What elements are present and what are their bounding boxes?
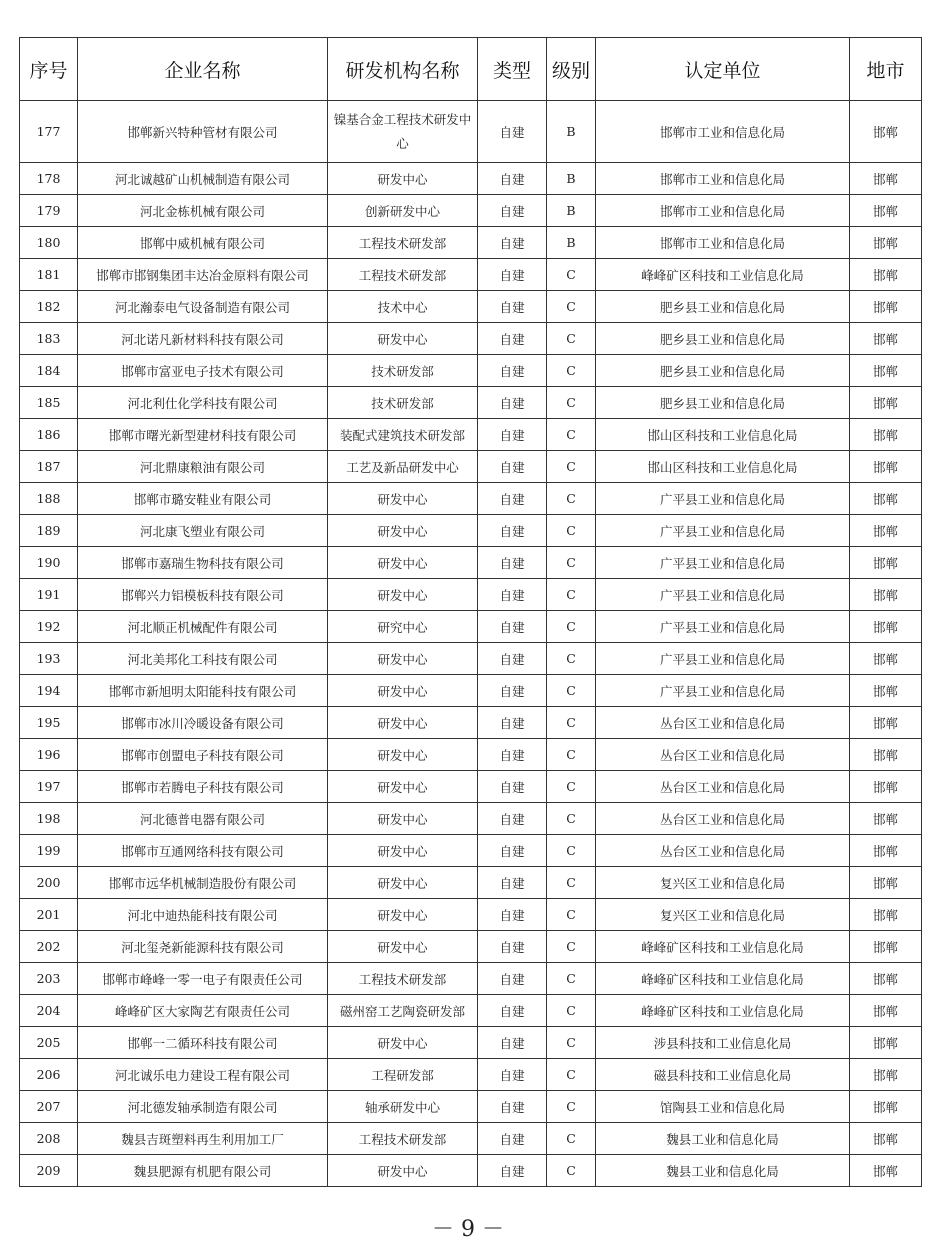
cell-level: C (547, 355, 596, 387)
cell-city: 邯郸 (850, 1059, 922, 1091)
cell-institution: 工程技术研发部 (328, 963, 478, 995)
table-row (20, 707, 922, 739)
cell-seq: 199 (20, 835, 78, 867)
cell-company: 河北德发轴承制造有限公司 (78, 1091, 328, 1123)
cell-level: C (547, 611, 596, 643)
table-row (20, 771, 922, 803)
table-row (20, 1059, 922, 1091)
table-row (20, 931, 922, 963)
cell-institution: 研发中心 (328, 579, 478, 611)
cell-level: B (547, 101, 596, 163)
table-row (20, 1155, 922, 1187)
table-row (20, 451, 922, 483)
cell-city: 邯郸 (850, 163, 922, 195)
table-row (20, 867, 922, 899)
cell-company: 邯郸市新旭明太阳能科技有限公司 (78, 675, 328, 707)
cell-authority: 广平县工业和信息化局 (596, 611, 850, 643)
cell-company: 河北诚越矿山机械制造有限公司 (78, 163, 328, 195)
cell-seq: 183 (20, 323, 78, 355)
table-row (20, 291, 922, 323)
cell-company: 邯郸市创盟电子科技有限公司 (78, 739, 328, 771)
cell-city: 邯郸 (850, 227, 922, 259)
cell-company: 邯郸市远华机械制造股份有限公司 (78, 867, 328, 899)
table-row (20, 515, 922, 547)
cell-institution: 研发中心 (328, 803, 478, 835)
cell-authority: 峰峰矿区科技和工业信息化局 (596, 259, 850, 291)
cell-institution: 研发中心 (328, 675, 478, 707)
cell-seq: 204 (20, 995, 78, 1027)
cell-city: 邯郸 (850, 707, 922, 739)
cell-institution: 研发中心 (328, 323, 478, 355)
cell-institution: 研发中心 (328, 483, 478, 515)
cell-seq: 190 (20, 547, 78, 579)
cell-city: 邯郸 (850, 547, 922, 579)
cell-authority: 广平县工业和信息化局 (596, 483, 850, 515)
cell-institution: 工艺及新品研发中心 (328, 451, 478, 483)
table-row (20, 899, 922, 931)
table-row (20, 547, 922, 579)
cell-seq: 208 (20, 1123, 78, 1155)
cell-type: 自建 (478, 1091, 547, 1123)
cell-seq: 209 (20, 1155, 78, 1187)
cell-type: 自建 (478, 643, 547, 675)
cell-authority: 广平县工业和信息化局 (596, 643, 850, 675)
table-row (20, 323, 922, 355)
cell-type: 自建 (478, 259, 547, 291)
cell-company: 魏县肥源有机肥有限公司 (78, 1155, 328, 1187)
cell-company: 峰峰矿区大家陶艺有限责任公司 (78, 995, 328, 1027)
cell-city: 邯郸 (850, 739, 922, 771)
cell-level: C (547, 867, 596, 899)
cell-city: 邯郸 (850, 1123, 922, 1155)
cell-authority: 邯郸市工业和信息化局 (596, 227, 850, 259)
header-institution: 研发机构名称 (328, 38, 478, 101)
cell-seq: 196 (20, 739, 78, 771)
cell-type: 自建 (478, 483, 547, 515)
cell-level: B (547, 227, 596, 259)
cell-authority: 峰峰矿区科技和工业信息化局 (596, 931, 850, 963)
cell-type: 自建 (478, 101, 547, 163)
cell-authority: 肥乡县工业和信息化局 (596, 291, 850, 323)
cell-institution: 研究中心 (328, 611, 478, 643)
cell-city: 邯郸 (850, 515, 922, 547)
cell-type: 自建 (478, 579, 547, 611)
cell-institution: 研发中心 (328, 867, 478, 899)
cell-level: C (547, 323, 596, 355)
cell-type: 自建 (478, 419, 547, 451)
cell-city: 邯郸 (850, 771, 922, 803)
cell-seq: 177 (20, 101, 78, 163)
cell-company: 河北中迪热能科技有限公司 (78, 899, 328, 931)
cell-seq: 193 (20, 643, 78, 675)
cell-company: 邯郸兴力铝模板科技有限公司 (78, 579, 328, 611)
cell-institution: 研发中心 (328, 1155, 478, 1187)
cell-company: 邯郸一二循环科技有限公司 (78, 1027, 328, 1059)
cell-company: 邯郸市冰川冷暖设备有限公司 (78, 707, 328, 739)
cell-company: 邯郸市互通网络科技有限公司 (78, 835, 328, 867)
table-header-row (20, 38, 922, 101)
cell-type: 自建 (478, 899, 547, 931)
table-row (20, 963, 922, 995)
cell-level: C (547, 1155, 596, 1187)
cell-institution: 研发中心 (328, 643, 478, 675)
cell-institution: 工程技术研发部 (328, 227, 478, 259)
cell-institution: 轴承研发中心 (328, 1091, 478, 1123)
cell-type: 自建 (478, 515, 547, 547)
cell-company: 河北鼎康粮油有限公司 (78, 451, 328, 483)
cell-institution: 研发中心 (328, 739, 478, 771)
cell-company: 河北金栋机械有限公司 (78, 195, 328, 227)
cell-authority: 磁县科技和工业信息化局 (596, 1059, 850, 1091)
cell-institution: 磁州窑工艺陶瓷研发部 (328, 995, 478, 1027)
table-row (20, 387, 922, 419)
cell-company: 邯郸新兴特种管材有限公司 (78, 101, 328, 163)
cell-seq: 187 (20, 451, 78, 483)
cell-company: 河北诚乐电力建设工程有限公司 (78, 1059, 328, 1091)
cell-authority: 肥乡县工业和信息化局 (596, 355, 850, 387)
cell-level: C (547, 291, 596, 323)
cell-city: 邯郸 (850, 101, 922, 163)
cell-seq: 189 (20, 515, 78, 547)
cell-seq: 178 (20, 163, 78, 195)
cell-level: C (547, 515, 596, 547)
cell-type: 自建 (478, 227, 547, 259)
table-row (20, 835, 922, 867)
table-row (20, 579, 922, 611)
cell-institution: 技术研发部 (328, 355, 478, 387)
cell-type: 自建 (478, 963, 547, 995)
cell-type: 自建 (478, 355, 547, 387)
cell-company: 河北利仕化学科技有限公司 (78, 387, 328, 419)
cell-level: C (547, 707, 596, 739)
cell-type: 自建 (478, 1059, 547, 1091)
cell-seq: 203 (20, 963, 78, 995)
cell-city: 邯郸 (850, 259, 922, 291)
cell-city: 邯郸 (850, 483, 922, 515)
cell-level: C (547, 803, 596, 835)
cell-city: 邯郸 (850, 963, 922, 995)
table-row (20, 163, 922, 195)
cell-company: 邯郸市富亚电子技术有限公司 (78, 355, 328, 387)
cell-institution: 创新研发中心 (328, 195, 478, 227)
cell-type: 自建 (478, 1155, 547, 1187)
cell-level: C (547, 995, 596, 1027)
cell-level: C (547, 547, 596, 579)
cell-city: 邯郸 (850, 1155, 922, 1187)
cell-institution: 研发中心 (328, 771, 478, 803)
cell-city: 邯郸 (850, 323, 922, 355)
cell-level: C (547, 1123, 596, 1155)
cell-seq: 179 (20, 195, 78, 227)
cell-authority: 邯山区科技和工业信息化局 (596, 419, 850, 451)
cell-company: 邯郸中威机械有限公司 (78, 227, 328, 259)
cell-level: C (547, 387, 596, 419)
cell-seq: 198 (20, 803, 78, 835)
cell-authority: 广平县工业和信息化局 (596, 515, 850, 547)
cell-type: 自建 (478, 707, 547, 739)
cell-authority: 复兴区工业和信息化局 (596, 899, 850, 931)
cell-type: 自建 (478, 387, 547, 419)
cell-institution: 工程技术研发部 (328, 1123, 478, 1155)
cell-city: 邯郸 (850, 867, 922, 899)
cell-seq: 197 (20, 771, 78, 803)
cell-authority: 广平县工业和信息化局 (596, 547, 850, 579)
cell-company: 河北顺正机械配件有限公司 (78, 611, 328, 643)
cell-company: 河北瀚泰电气设备制造有限公司 (78, 291, 328, 323)
cell-company: 河北德普电器有限公司 (78, 803, 328, 835)
cell-authority: 肥乡县工业和信息化局 (596, 387, 850, 419)
cell-level: C (547, 419, 596, 451)
cell-seq: 207 (20, 1091, 78, 1123)
table-row (20, 675, 922, 707)
cell-level: C (547, 675, 596, 707)
table-row (20, 739, 922, 771)
cell-authority: 邯郸市工业和信息化局 (596, 101, 850, 163)
cell-company: 魏县吉斑塑料再生利用加工厂 (78, 1123, 328, 1155)
cell-city: 邯郸 (850, 835, 922, 867)
table-row (20, 995, 922, 1027)
cell-type: 自建 (478, 867, 547, 899)
cell-institution: 工程研发部 (328, 1059, 478, 1091)
cell-institution: 研发中心 (328, 515, 478, 547)
cell-type: 自建 (478, 931, 547, 963)
table-row (20, 1091, 922, 1123)
cell-seq: 180 (20, 227, 78, 259)
cell-city: 邯郸 (850, 195, 922, 227)
cell-institution: 技术研发部 (328, 387, 478, 419)
cell-level: C (547, 483, 596, 515)
cell-authority: 丛台区工业和信息化局 (596, 803, 850, 835)
cell-type: 自建 (478, 739, 547, 771)
cell-type: 自建 (478, 771, 547, 803)
header-authority: 认定单位 (596, 38, 850, 101)
cell-city: 邯郸 (850, 1027, 922, 1059)
table-row (20, 483, 922, 515)
table-row (20, 1027, 922, 1059)
cell-type: 自建 (478, 803, 547, 835)
cell-authority: 丛台区工业和信息化局 (596, 707, 850, 739)
cell-level: C (547, 643, 596, 675)
cell-type: 自建 (478, 547, 547, 579)
cell-institution: 镍基合金工程技术研发中心 (328, 101, 478, 163)
rd-institution-table (19, 37, 922, 1187)
cell-city: 邯郸 (850, 387, 922, 419)
cell-type: 自建 (478, 611, 547, 643)
cell-type: 自建 (478, 163, 547, 195)
cell-seq: 200 (20, 867, 78, 899)
cell-seq: 194 (20, 675, 78, 707)
cell-institution: 研发中心 (328, 899, 478, 931)
cell-city: 邯郸 (850, 899, 922, 931)
table-row (20, 611, 922, 643)
cell-authority: 峰峰矿区科技和工业信息化局 (596, 963, 850, 995)
cell-authority: 涉县科技和工业信息化局 (596, 1027, 850, 1059)
cell-city: 邯郸 (850, 611, 922, 643)
cell-institution: 研发中心 (328, 835, 478, 867)
cell-level: B (547, 195, 596, 227)
cell-level: C (547, 963, 596, 995)
cell-level: B (547, 163, 596, 195)
header-seq: 序号 (20, 38, 78, 101)
table-row (20, 259, 922, 291)
cell-authority: 广平县工业和信息化局 (596, 579, 850, 611)
cell-seq: 185 (20, 387, 78, 419)
cell-seq: 205 (20, 1027, 78, 1059)
cell-authority: 峰峰矿区科技和工业信息化局 (596, 995, 850, 1027)
cell-seq: 186 (20, 419, 78, 451)
cell-seq: 206 (20, 1059, 78, 1091)
cell-authority: 邯郸市工业和信息化局 (596, 195, 850, 227)
cell-authority: 丛台区工业和信息化局 (596, 835, 850, 867)
cell-city: 邯郸 (850, 803, 922, 835)
header-type: 类型 (478, 38, 547, 101)
cell-type: 自建 (478, 1027, 547, 1059)
cell-seq: 188 (20, 483, 78, 515)
cell-authority: 广平县工业和信息化局 (596, 675, 850, 707)
cell-seq: 182 (20, 291, 78, 323)
cell-institution: 技术中心 (328, 291, 478, 323)
cell-institution: 研发中心 (328, 547, 478, 579)
table-row (20, 101, 922, 163)
header-city: 地市 (850, 38, 922, 101)
cell-city: 邯郸 (850, 643, 922, 675)
cell-company: 邯郸市嘉瑞生物科技有限公司 (78, 547, 328, 579)
cell-city: 邯郸 (850, 291, 922, 323)
cell-seq: 195 (20, 707, 78, 739)
cell-level: C (547, 771, 596, 803)
cell-city: 邯郸 (850, 675, 922, 707)
header-company: 企业名称 (78, 38, 328, 101)
cell-seq: 202 (20, 931, 78, 963)
cell-city: 邯郸 (850, 1091, 922, 1123)
table-row (20, 1123, 922, 1155)
cell-type: 自建 (478, 995, 547, 1027)
cell-level: C (547, 1091, 596, 1123)
cell-level: C (547, 931, 596, 963)
cell-type: 自建 (478, 835, 547, 867)
cell-authority: 魏县工业和信息化局 (596, 1155, 850, 1187)
cell-seq: 181 (20, 259, 78, 291)
cell-level: C (547, 835, 596, 867)
cell-level: C (547, 1027, 596, 1059)
cell-type: 自建 (478, 195, 547, 227)
cell-level: C (547, 1059, 596, 1091)
cell-authority: 复兴区工业和信息化局 (596, 867, 850, 899)
cell-institution: 研发中心 (328, 163, 478, 195)
cell-institution: 研发中心 (328, 1027, 478, 1059)
cell-seq: 192 (20, 611, 78, 643)
cell-type: 自建 (478, 291, 547, 323)
cell-company: 邯郸市峰峰一零一电子有限责任公司 (78, 963, 328, 995)
table-row (20, 355, 922, 387)
cell-company: 河北康飞塑业有限公司 (78, 515, 328, 547)
cell-city: 邯郸 (850, 995, 922, 1027)
header-level: 级别 (547, 38, 596, 101)
cell-level: C (547, 899, 596, 931)
cell-company: 河北诺凡新材料科技有限公司 (78, 323, 328, 355)
cell-authority: 肥乡县工业和信息化局 (596, 323, 850, 355)
cell-company: 邯郸市璐安鞋业有限公司 (78, 483, 328, 515)
cell-institution: 装配式建筑技术研发部 (328, 419, 478, 451)
cell-authority: 魏县工业和信息化局 (596, 1123, 850, 1155)
cell-authority: 丛台区工业和信息化局 (596, 771, 850, 803)
cell-level: C (547, 579, 596, 611)
table-row (20, 803, 922, 835)
cell-type: 自建 (478, 675, 547, 707)
cell-seq: 184 (20, 355, 78, 387)
cell-level: C (547, 739, 596, 771)
cell-city: 邯郸 (850, 579, 922, 611)
table-row (20, 227, 922, 259)
cell-company: 邯郸市曙光新型建材科技有限公司 (78, 419, 328, 451)
cell-seq: 191 (20, 579, 78, 611)
cell-company: 河北玺尧新能源科技有限公司 (78, 931, 328, 963)
cell-authority: 丛台区工业和信息化局 (596, 739, 850, 771)
cell-company: 邯郸市若腾电子科技有限公司 (78, 771, 328, 803)
cell-authority: 邯山区科技和工业信息化局 (596, 451, 850, 483)
cell-city: 邯郸 (850, 355, 922, 387)
cell-institution: 工程技术研发部 (328, 259, 478, 291)
cell-type: 自建 (478, 451, 547, 483)
cell-seq: 201 (20, 899, 78, 931)
cell-institution: 研发中心 (328, 707, 478, 739)
table-row (20, 419, 922, 451)
cell-authority: 邯郸市工业和信息化局 (596, 163, 850, 195)
cell-type: 自建 (478, 323, 547, 355)
cell-level: C (547, 451, 596, 483)
cell-institution: 研发中心 (328, 931, 478, 963)
cell-city: 邯郸 (850, 419, 922, 451)
cell-city: 邯郸 (850, 451, 922, 483)
cell-level: C (547, 259, 596, 291)
cell-company: 河北美邦化工科技有限公司 (78, 643, 328, 675)
table-row (20, 195, 922, 227)
page-number: － 9 － (432, 1217, 504, 1242)
cell-authority: 馆陶县工业和信息化局 (596, 1091, 850, 1123)
cell-company: 邯郸市邯钢集团丰达冶金原料有限公司 (78, 259, 328, 291)
cell-city: 邯郸 (850, 931, 922, 963)
table-row (20, 643, 922, 675)
cell-type: 自建 (478, 1123, 547, 1155)
